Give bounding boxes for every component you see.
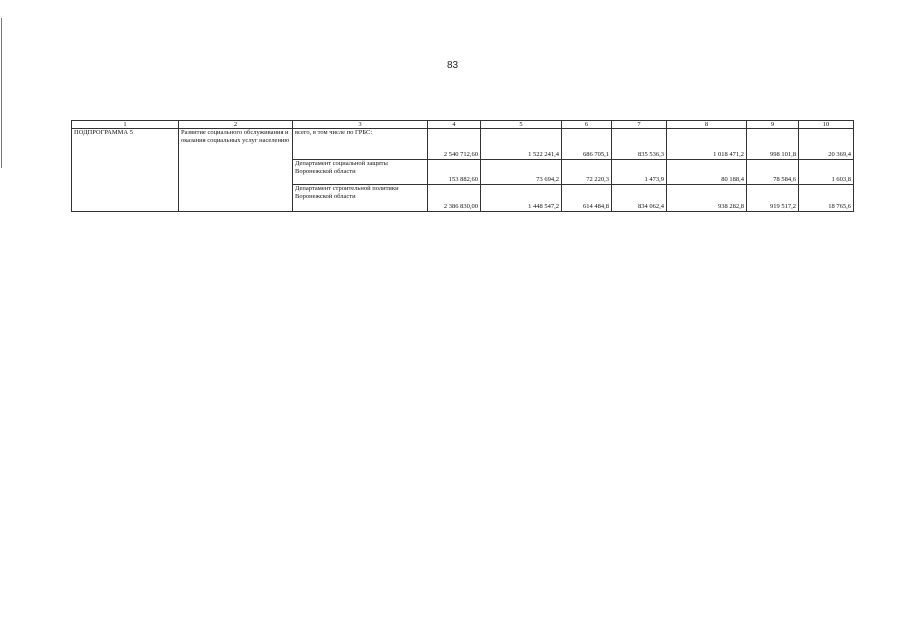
header-cell: 10 <box>799 121 854 129</box>
value-cell: 1 448 547,2 <box>481 185 562 212</box>
page-number: 83 <box>446 60 459 71</box>
header-cell: 6 <box>562 121 612 129</box>
subprogram-name: Развитие социального обслуживания и оказания социальных услуг населению <box>179 129 293 212</box>
header-cell: 9 <box>747 121 799 129</box>
header-cell: 1 <box>72 121 179 129</box>
value-cell: 834 062,4 <box>612 185 667 212</box>
value-cell: 919 517,2 <box>747 185 799 212</box>
header-cell: 5 <box>481 121 562 129</box>
value-cell: 1 018 471,2 <box>667 129 747 160</box>
value-cell: 686 705,1 <box>562 129 612 160</box>
value-cell: 998 101,8 <box>747 129 799 160</box>
header-cell: 8 <box>667 121 747 129</box>
value-cell: 73 694,2 <box>481 160 562 185</box>
row-label: Департамент социальной защиты Воронежской области <box>293 160 428 185</box>
value-cell: 835 536,3 <box>612 129 667 160</box>
value-cell: 80 188,4 <box>667 160 747 185</box>
subprogram-code: ПОДПРОГРАММА 5 <box>72 129 179 212</box>
value-cell: 20 369,4 <box>799 129 854 160</box>
value-cell: 72 220,3 <box>562 160 612 185</box>
value-cell: 1 473,9 <box>612 160 667 185</box>
value-cell: 1 603,8 <box>799 160 854 185</box>
value-cell: 78 584,6 <box>747 160 799 185</box>
value-cell: 614 484,8 <box>562 185 612 212</box>
row-label: Департамент строительной политики Воронежской области <box>293 185 428 212</box>
table-row <box>72 129 854 160</box>
header-cell: 7 <box>612 121 667 129</box>
value-cell: 2 540 712,60 <box>428 129 481 160</box>
header-cell: 4 <box>428 121 481 129</box>
left-margin-line <box>1 18 2 168</box>
budget-table <box>71 120 854 212</box>
header-cell: 3 <box>293 121 428 129</box>
header-cell: 2 <box>179 121 293 129</box>
value-cell: 153 882,60 <box>428 160 481 185</box>
header-row <box>72 121 854 129</box>
value-cell: 938 282,8 <box>667 185 747 212</box>
value-cell: 1 522 241,4 <box>481 129 562 160</box>
value-cell: 18 765,6 <box>799 185 854 212</box>
value-cell: 2 386 830,00 <box>428 185 481 212</box>
row-label: всего, в том числе по ГРБС: <box>293 129 428 160</box>
